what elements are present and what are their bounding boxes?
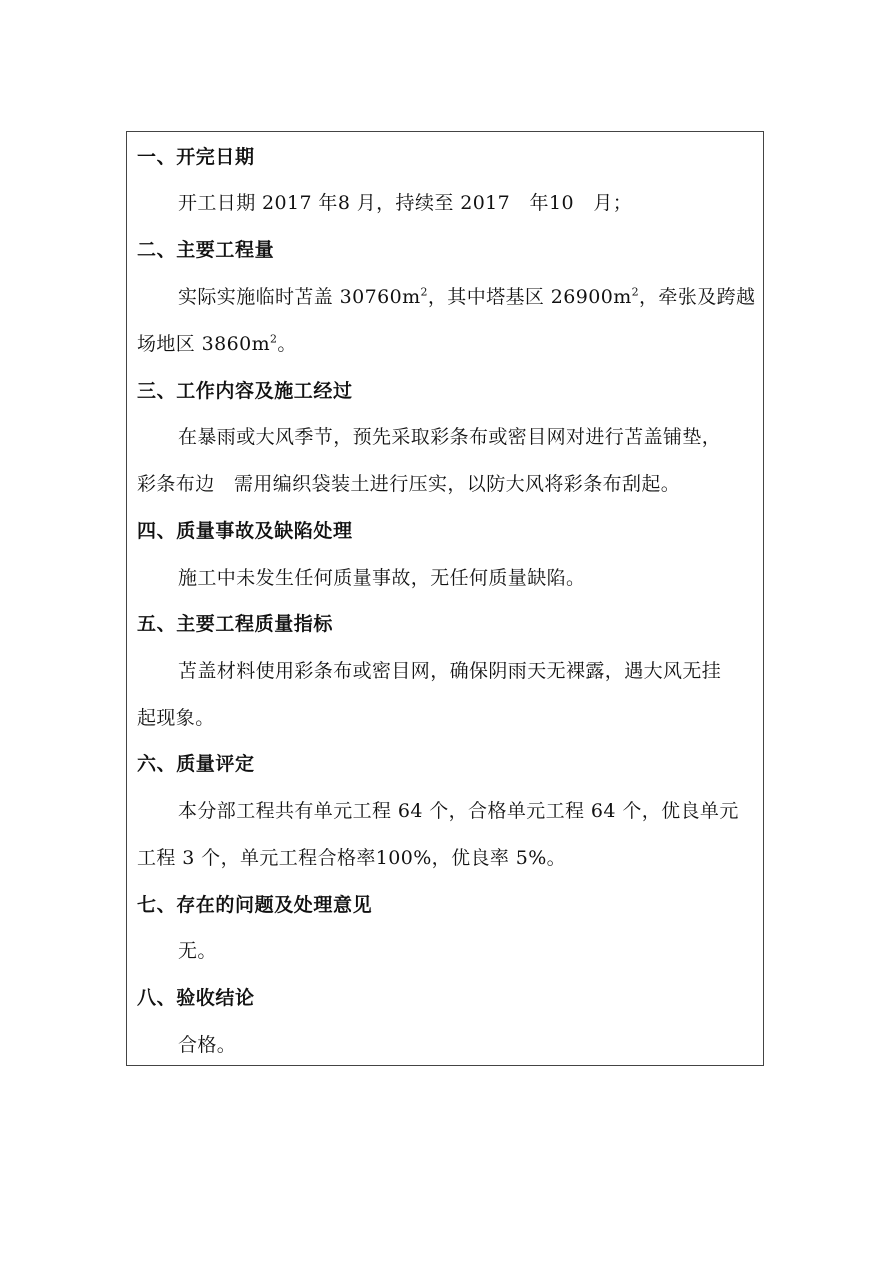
section-heading-quality-accidents: 四、质量事故及缺陷处理 bbox=[137, 520, 353, 542]
text-segment: ，其中塔基区 26900m bbox=[427, 286, 632, 308]
text-segment: ，牵张及跨越 bbox=[639, 286, 756, 308]
section-text-quality-indicators-line-1: 苫盖材料使用彩条布或密目网，确保阴雨天无裸露，遇大风无挂 bbox=[178, 660, 722, 682]
section-heading-main-quantities: 二、主要工程量 bbox=[137, 239, 275, 261]
superscript: 2 bbox=[631, 285, 640, 299]
section-text-main-quantities-line-1 bbox=[178, 285, 755, 309]
section-heading-issues: 七、存在的问题及处理意见 bbox=[137, 894, 373, 916]
report-table-border bbox=[126, 131, 764, 1066]
section-text-work-content-line-2: 彩条布边 需用编织袋装土进行压实，以防大风将彩条布刮起。 bbox=[137, 473, 681, 495]
section-heading-work-content: 三、工作内容及施工经过 bbox=[137, 380, 353, 402]
section-text-quality-assessment-line-1: 本分部工程共有单元工程 64 个，合格单元工程 64 个，优良单元 bbox=[178, 800, 739, 822]
section-heading-quality-assessment: 六、质量评定 bbox=[137, 753, 255, 775]
section-heading-quality-indicators: 五、主要工程质量指标 bbox=[137, 613, 334, 635]
section-text-issues: 无。 bbox=[178, 940, 217, 962]
section-heading-start-end-date: 一、开完日期 bbox=[137, 146, 255, 168]
section-text-start-end-date: 开工日期 2017 年8 月，持续至 2017 年10 月； bbox=[178, 192, 633, 214]
section-text-acceptance-conclusion: 合格。 bbox=[178, 1034, 237, 1056]
text-segment: 场地区 3860m bbox=[137, 333, 271, 355]
superscript: 2 bbox=[420, 285, 428, 299]
text-segment: 实际实施临时苫盖 30760m bbox=[178, 286, 421, 308]
section-text-quality-indicators-line-2: 起现象。 bbox=[137, 707, 215, 729]
section-text-work-content-line-1: 在暴雨或大风季节，预先采取彩条布或密目网对进行苫盖铺垫， bbox=[178, 426, 722, 448]
text-segment: 。 bbox=[277, 333, 297, 355]
section-text-quality-assessment-line-2: 工程 3 个，单元工程合格率100%，优良率 5%。 bbox=[137, 847, 567, 869]
section-text-quality-accidents: 施工中未发生任何质量事故，无任何质量缺陷。 bbox=[178, 567, 586, 589]
superscript: 2 bbox=[270, 332, 278, 346]
section-text-main-quantities-line-2 bbox=[137, 332, 297, 356]
section-heading-acceptance-conclusion: 八、验收结论 bbox=[137, 987, 255, 1009]
